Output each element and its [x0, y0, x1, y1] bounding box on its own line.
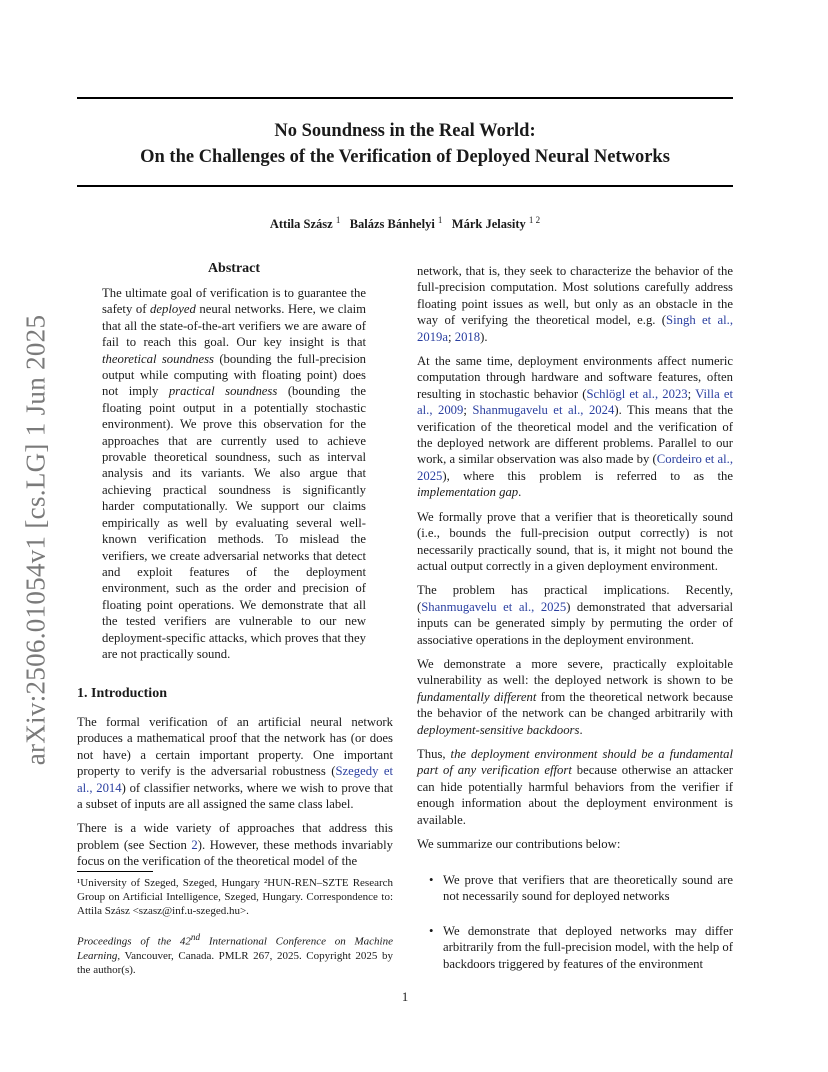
paper-title	[77, 118, 733, 170]
right-paragraph-6: Thus, the deployment environment should be a fundamental part of any verification effort because otherwise an attacker can hide potentially harmful behaviors from the verifier if enough information about the deployment environment is available.	[417, 746, 733, 827]
section-ref-link[interactable]: 2	[191, 837, 198, 852]
list-item: • We prove that verifiers that are theoretically sound are not necessarily sound for deployed networks	[429, 873, 733, 904]
proceedings-note: Proceedings of the 42nd International Conference on Machine Learning, Vancouver, Canada. PMLR 267, 2025. Copyright 2025 by the author(s).	[77, 932, 393, 976]
citation-link[interactable]: Villa et al., 2009	[417, 386, 733, 418]
citation-link[interactable]: Shanmugavelu et al., 2024	[472, 403, 615, 418]
intro-body	[77, 714, 393, 878]
citation-link[interactable]: Cordeiro et al., 2025	[417, 452, 733, 483]
title-bottom-rule	[77, 185, 733, 187]
citation-link[interactable]: Singh et al., 2019a	[417, 313, 733, 344]
author: Balázs Bánhelyi $^1$	[349, 215, 443, 232]
title-line-2: On the Challenges of the Verification of Deployed Neural Networks	[140, 147, 670, 167]
right-paragraph-1: network, that is, they seek to characterize the behavior of the full-precision computation. Most solutions carefully address floating point issues as well, but only as an obstacle in the way of verifying the theoretical model, e.g. (Singh et al., 2019a; 2018).	[417, 264, 733, 344]
author: Márk Jelasity $^{1 2}$	[451, 215, 541, 232]
right-paragraph-7: We summarize our contributions below:	[417, 837, 621, 851]
intro-paragraph-2: There is a wide variety of approaches that address this problem (see Section 2). However, these methods invariably focus on the verification of the theoretical model of the	[77, 821, 393, 869]
footnote-rule	[77, 871, 153, 872]
right-column-body	[417, 263, 733, 860]
intro-paragraph-1: The formal verification of an artificial neural network produces a mathematical proof that the network has (or does not have) a certain important property. One important property to verify is the adversarial robustness (Szegedy et al., 2014) of classifier networks, where we wish to prove that a subset of inputs are all assigned the same class label.	[77, 715, 393, 812]
bullet-icon: •	[429, 923, 434, 938]
right-paragraph-2: At the same time, deployment environments affect numeric computation through hardware and software features, often resulting in stochastic behavior (Schlögl et al., 2023; Villa et al., 2009; Shanmugavelu et al., 2024). This means that the verification of the theoretical model and the verification of the deployed network are different problems. Parallel to our work, a similar observation was also made by (Cordeiro et al., 2025), where this problem is referred to as the implementation gap.	[417, 354, 733, 500]
author-list	[77, 215, 733, 232]
right-paragraph-3: We formally prove that a verifier that is theoretically sound (i.e., bounds the full-precision output correctly) is not necessarily practically sound, that is, it might not bound the actual output correctly in a given deployment environment.	[417, 509, 733, 573]
page-number: 1	[401, 990, 409, 1004]
affiliation-footnote: ¹University of Szeged, Szeged, Hungary ²HUN-REN–SZTE Research Group on Artificial Intelligence, Szeged, Hungary. Correspondence to: Attila Szász <szasz@inf.u-szeged.hu>.	[77, 877, 393, 917]
right-paragraph-5: We demonstrate a more severe, practically exploitable vulnerability as well: the deployed network is shown to be fundamentally different from the theoretical network because the behavior of the network can be changed arbitrarily with deployment-sensitive backdoors.	[417, 656, 733, 737]
list-item: • We demonstrate that deployed networks may differ arbitrarily from the full-precision model, with the help of backdoors triggered by features of the environment	[429, 923, 733, 971]
abstract-heading: Abstract	[207, 261, 261, 276]
title-top-rule	[77, 97, 733, 99]
author: Attila Szász $^1$	[269, 215, 341, 232]
arxiv-stamp	[21, 310, 51, 770]
right-paragraph-4: The problem has practical implications. Recently, (Shanmugavelu et al., 2025) demonstrated that adversarial inputs can be generated simply by permuting the order of associative operations in the deployment environment.	[417, 583, 733, 647]
citation-link[interactable]: 2018	[454, 329, 481, 344]
bullet-icon: •	[429, 873, 434, 887]
title-line-1: No Soundness in the Real World:	[274, 121, 536, 141]
citation-link[interactable]: Shanmugavelu et al., 2025	[421, 599, 567, 614]
citation-link[interactable]: Schlögl et al., 2023	[586, 386, 688, 401]
arxiv-id: arXiv:2506.01054v1 [cs.LG] 1 Jun 2025	[20, 314, 51, 766]
abstract-body: The ultimate goal of verification is to guarantee the safety of deployed neural networks. Here, we claim that all the state-of-the-art verifiers we are aware of fail to reach this goal. Our key insight is that theoretical soundness (bounding the full-precision output while computing with floating point) does not imply practical soundness (bounding the floating point output in a potentially stochastic environment). We prove this observation for the approaches that are currently used to achieve provable theoretical soundness, such as interval analysis and its variants. We also argue that achieving practical soundness is significantly harder computationally. We support our claims empirically as well by evaluating several well-known verification methods. To mislead the verifiers, we create adversarial networks that detect and exploit features of the deployment environment, such as the order and precision of floating point operations. We demonstrate that all the tested verifiers are vulnerable to our new deployment-specific attacks, which proves that they are not practically sound.	[102, 286, 367, 661]
section-heading-introduction: 1. Introduction	[77, 686, 167, 701]
citation-link[interactable]: Szegedy et al., 2014	[77, 764, 393, 795]
contribution-list	[427, 872, 733, 990]
